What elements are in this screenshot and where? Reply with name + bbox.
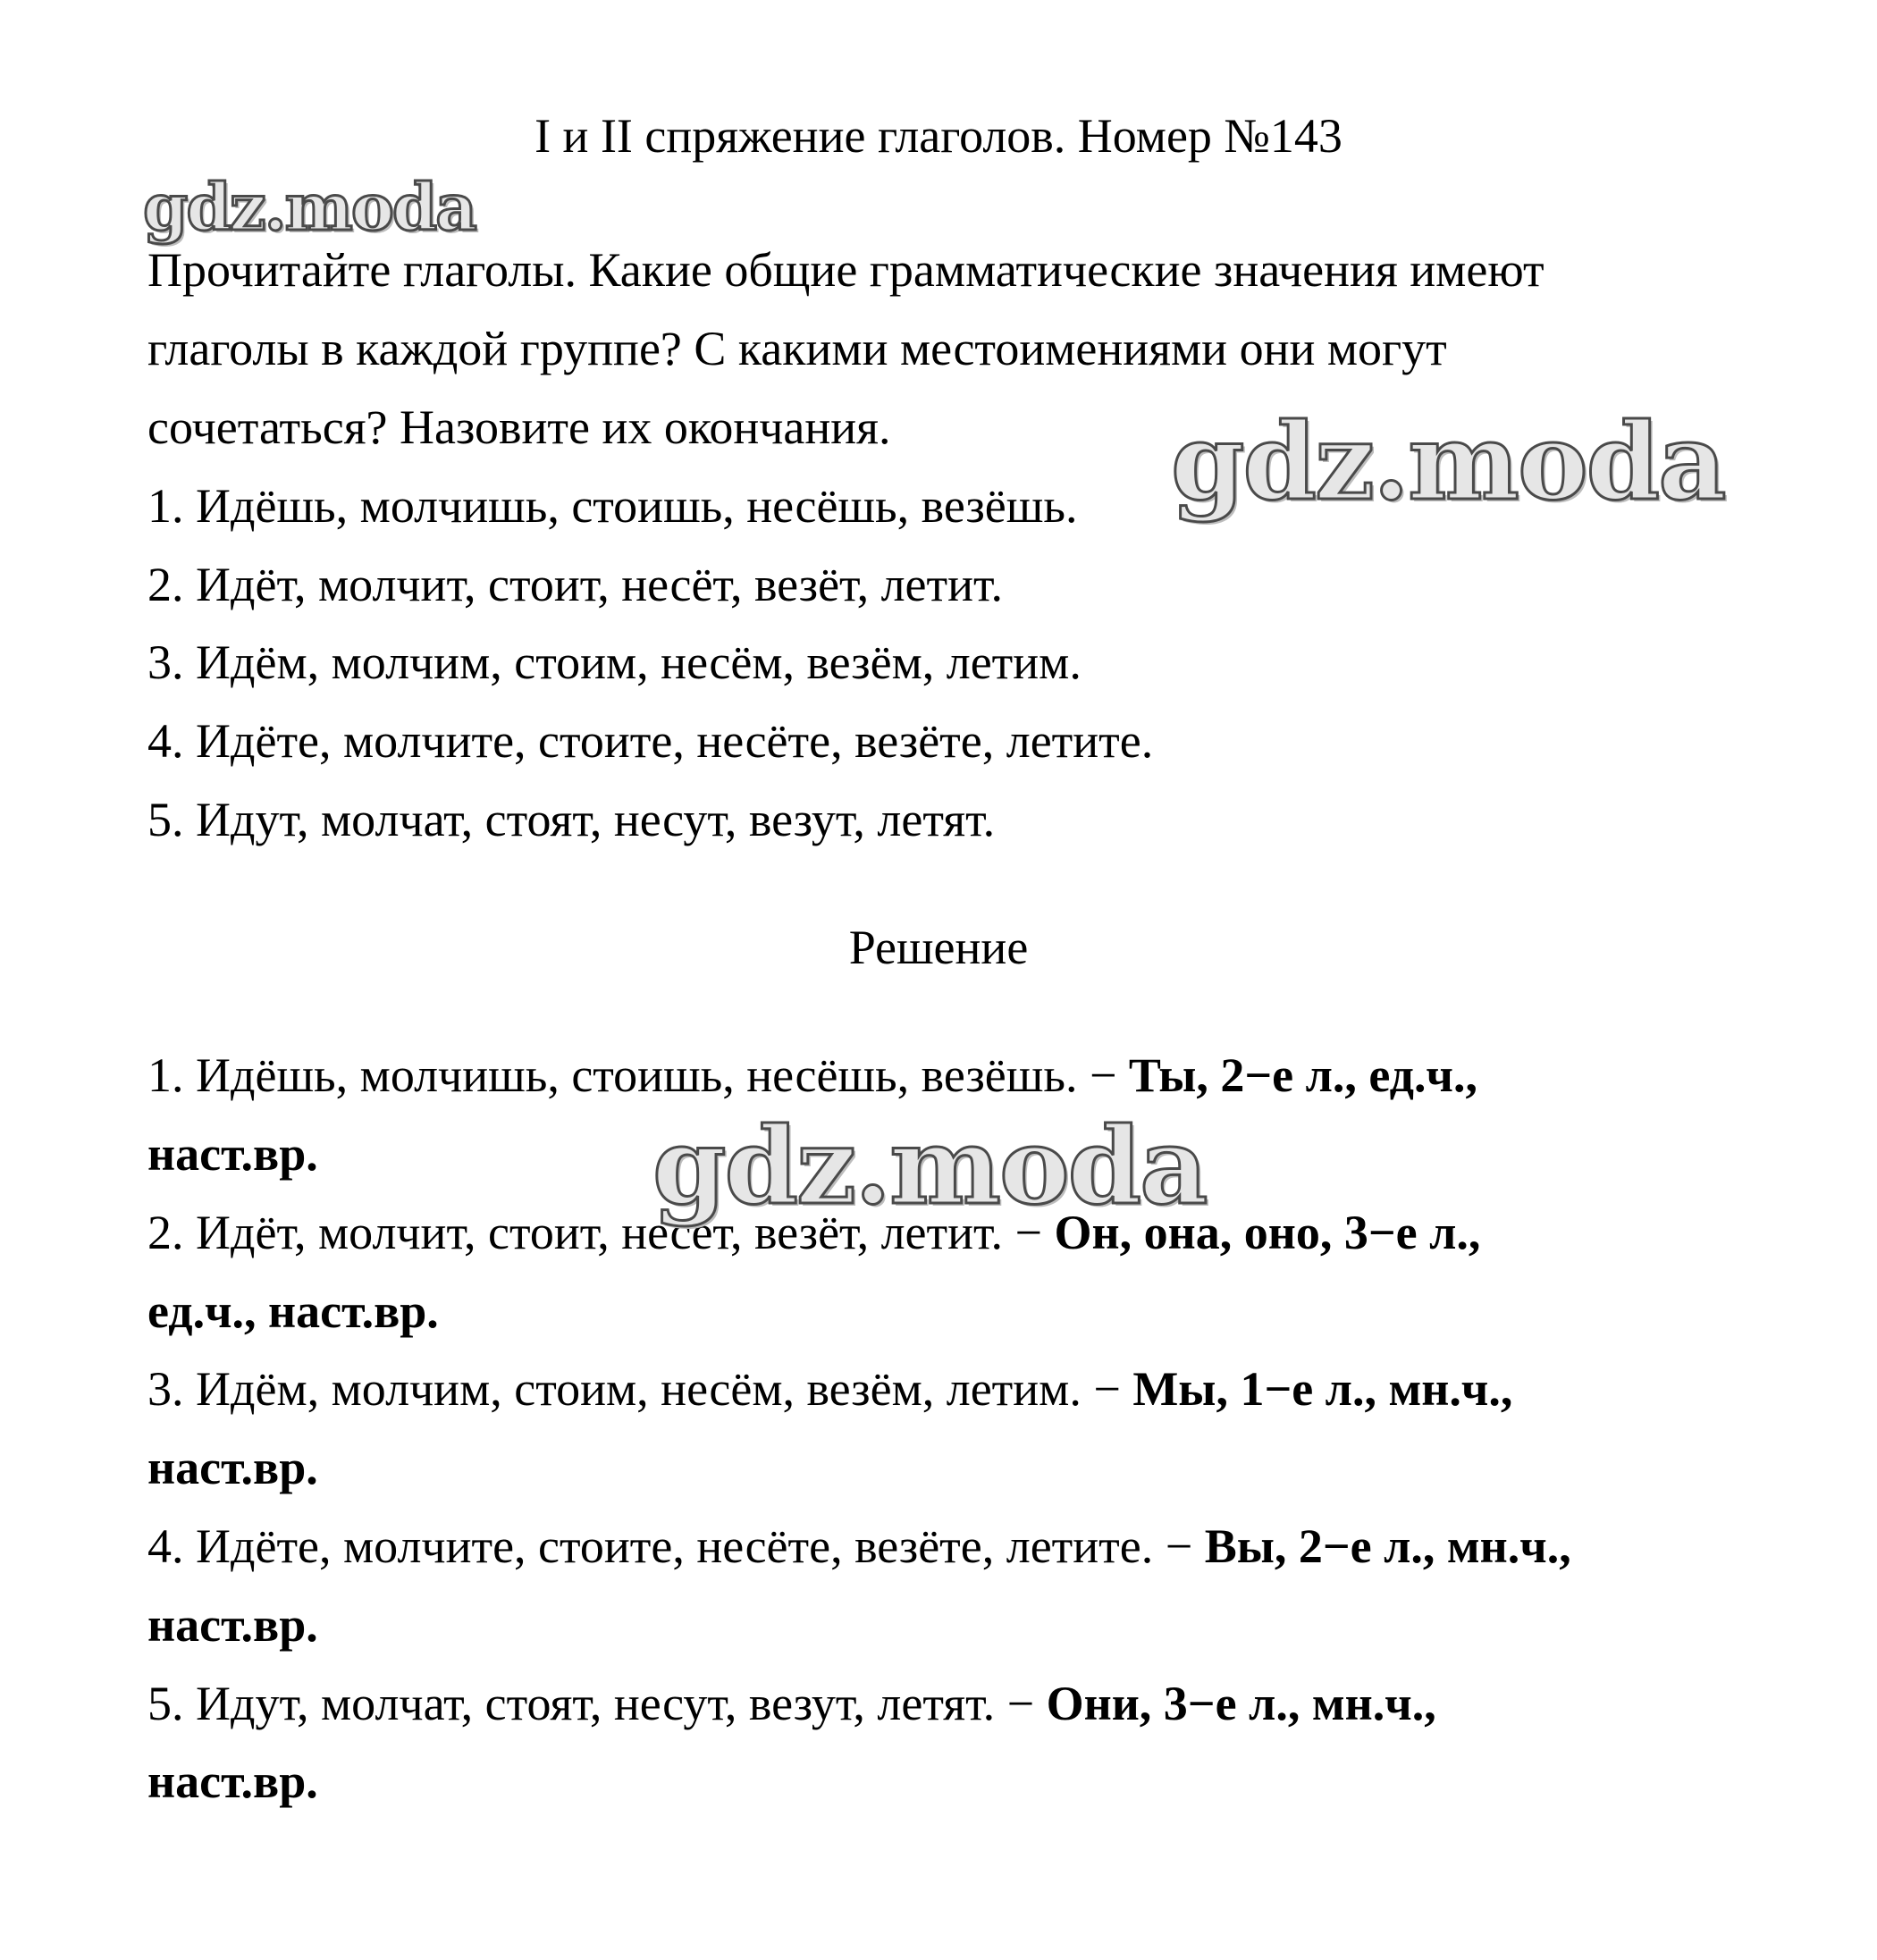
watermark-top: gdz.moda <box>143 169 476 245</box>
answer-2-continued: ед.ч., наст.вр. <box>147 1284 439 1338</box>
task-line-2: глаголы в каждой группе? С какими местоимениями они могут <box>147 322 1447 375</box>
task-item-4: 4. Идёте, молчите, стоите, несёте, везёте, летите. <box>147 714 1154 768</box>
task-item-3: 3. Идём, молчим, стоим, несём, везём, летим. <box>147 635 1082 689</box>
answer-3-bold: Мы, 1−е л., мн.ч., <box>1132 1362 1513 1416</box>
answer-1-bold: Ты, 2−е л., ед.ч., <box>1128 1048 1477 1102</box>
task-item-2: 2. Идёт, молчит, стоит, несёт, везёт, летит. <box>147 558 1004 611</box>
answer-5-continued: наст.вр. <box>147 1754 318 1808</box>
answer-2-text: 2. Идёт, молчит, стоит, несёт, везёт, летит. − <box>147 1206 1055 1259</box>
task-item-5: 5. Идут, молчат, стоят, несут, везут, летят. <box>147 793 996 846</box>
answer-2-bold: Он, она, оно, 3−е л., <box>1054 1206 1481 1259</box>
answer-4 <box>147 1519 1756 1573</box>
answer-1-continued: наст.вр. <box>147 1127 318 1181</box>
solution-heading: Решение <box>848 921 1029 974</box>
answer-4-continued: наст.вр. <box>147 1598 318 1652</box>
task-item-1: 1. Идёшь, молчишь, стоишь, несёшь, везёшь. <box>147 479 1078 533</box>
answer-3 <box>147 1362 1756 1416</box>
answer-5-text: 5. Идут, молчат, стоят, несут, везут, летят. − <box>147 1677 1047 1730</box>
task-line-3: сочетаться? Назовите их окончания. <box>147 400 891 454</box>
answer-5-bold: Они, 3−е л., мн.ч., <box>1046 1677 1436 1730</box>
answer-3-continued: наст.вр. <box>147 1441 318 1494</box>
answer-3-text: 3. Идём, молчим, стоим, несём, везём, летим. − <box>147 1362 1133 1416</box>
watermark-middle: gdz.moda <box>1171 400 1725 524</box>
watermark-bottom: gdz.moda <box>652 1104 1207 1228</box>
answer-4-text: 4. Идёте, молчите, стоите, несёте, везёте, летите. − <box>147 1519 1205 1573</box>
answer-5 <box>147 1677 1756 1730</box>
page-title: I и II спряжение глаголов. Номер №143 <box>534 109 1343 163</box>
task-line-1: Прочитайте глаголы. Какие общие грамматические значения имеют <box>147 243 1545 297</box>
answer-1 <box>147 1048 1756 1102</box>
answer-1-text: 1. Идёшь, молчишь, стоишь, несёшь, везёшь. − <box>147 1048 1129 1102</box>
answer-4-bold: Вы, 2−е л., мн.ч., <box>1204 1519 1571 1573</box>
